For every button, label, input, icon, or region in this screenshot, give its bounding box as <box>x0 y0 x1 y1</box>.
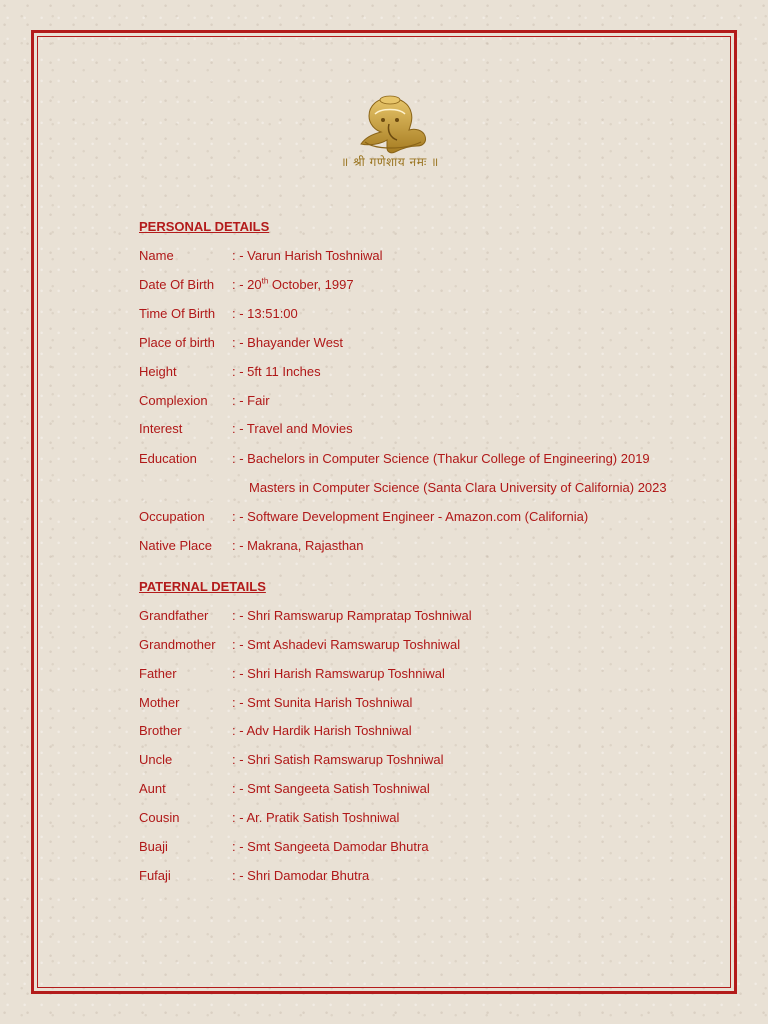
detail-label: Name <box>139 248 174 263</box>
detail-value: : - Fair <box>232 393 270 408</box>
detail-label: Uncle <box>139 752 173 767</box>
detail-value: : - 5ft 11 Inches <box>232 364 321 379</box>
detail-value: : - Shri Damodar Bhutra <box>232 868 370 883</box>
detail-label: Buaji <box>139 839 168 854</box>
detail-value: : - Travel and Movies <box>232 421 353 436</box>
detail-label: Father <box>139 666 177 681</box>
detail-value: : - Smt Sangeeta Satish Toshniwal <box>232 781 430 796</box>
detail-value: : - Software Development Engineer - Amazon.com (California) <box>232 509 589 524</box>
detail-value: Masters in Computer Science (Santa Clara University of California) 2023 <box>249 480 667 495</box>
detail-value: : - Smt Sunita Harish Toshniwal <box>232 695 413 710</box>
detail-label: Place of birth <box>139 335 215 350</box>
detail-label: Education <box>139 451 197 466</box>
detail-value: : - Shri Harish Ramswarup Toshniwal <box>232 666 445 681</box>
detail-value: : - Shri Satish Ramswarup Toshniwal <box>232 752 444 767</box>
detail-value: : - Bachelors in Computer Science (Thakur College of Engineering) 2019 <box>232 451 650 466</box>
detail-value: : - 13:51:00 <box>232 306 298 321</box>
detail-label: Occupation <box>139 509 205 524</box>
detail-label: Grandfather <box>139 608 209 623</box>
detail-value: : - 20th October, 1997 <box>232 276 354 292</box>
ganesh-mantra: ॥ श्री गणेशाय नमः ॥ <box>341 155 439 169</box>
detail-label: Native Place <box>139 538 212 553</box>
paternal-details-heading: PATERNAL DETAILS <box>139 579 266 594</box>
personal-details-heading: PERSONAL DETAILS <box>139 219 270 234</box>
detail-label: Time Of Birth <box>139 306 216 321</box>
detail-label: Fufaji <box>139 868 171 883</box>
detail-label: Complexion <box>139 393 208 408</box>
detail-value: : - Bhayander West <box>232 335 344 350</box>
detail-label: Cousin <box>139 810 180 825</box>
detail-label: Height <box>139 364 177 379</box>
detail-label: Brother <box>139 723 182 738</box>
detail-value: : - Adv Hardik Harish Toshniwal <box>232 723 412 738</box>
detail-label: Grandmother <box>139 637 216 652</box>
detail-label: Date Of Birth <box>139 277 215 292</box>
detail-value: : - Shri Ramswarup Rampratap Toshniwal <box>232 608 472 623</box>
detail-value: : - Smt Sangeeta Damodar Bhutra <box>232 839 429 854</box>
detail-label: Interest <box>139 421 183 436</box>
detail-value: : - Ar. Pratik Satish Toshniwal <box>232 810 400 825</box>
detail-value: : - Varun Harish Toshniwal <box>232 248 383 263</box>
detail-value: : - Smt Ashadevi Ramswarup Toshniwal <box>232 637 461 652</box>
detail-label: Mother <box>139 695 180 710</box>
detail-label: Aunt <box>139 781 166 796</box>
detail-value: : - Makrana, Rajasthan <box>232 538 364 553</box>
